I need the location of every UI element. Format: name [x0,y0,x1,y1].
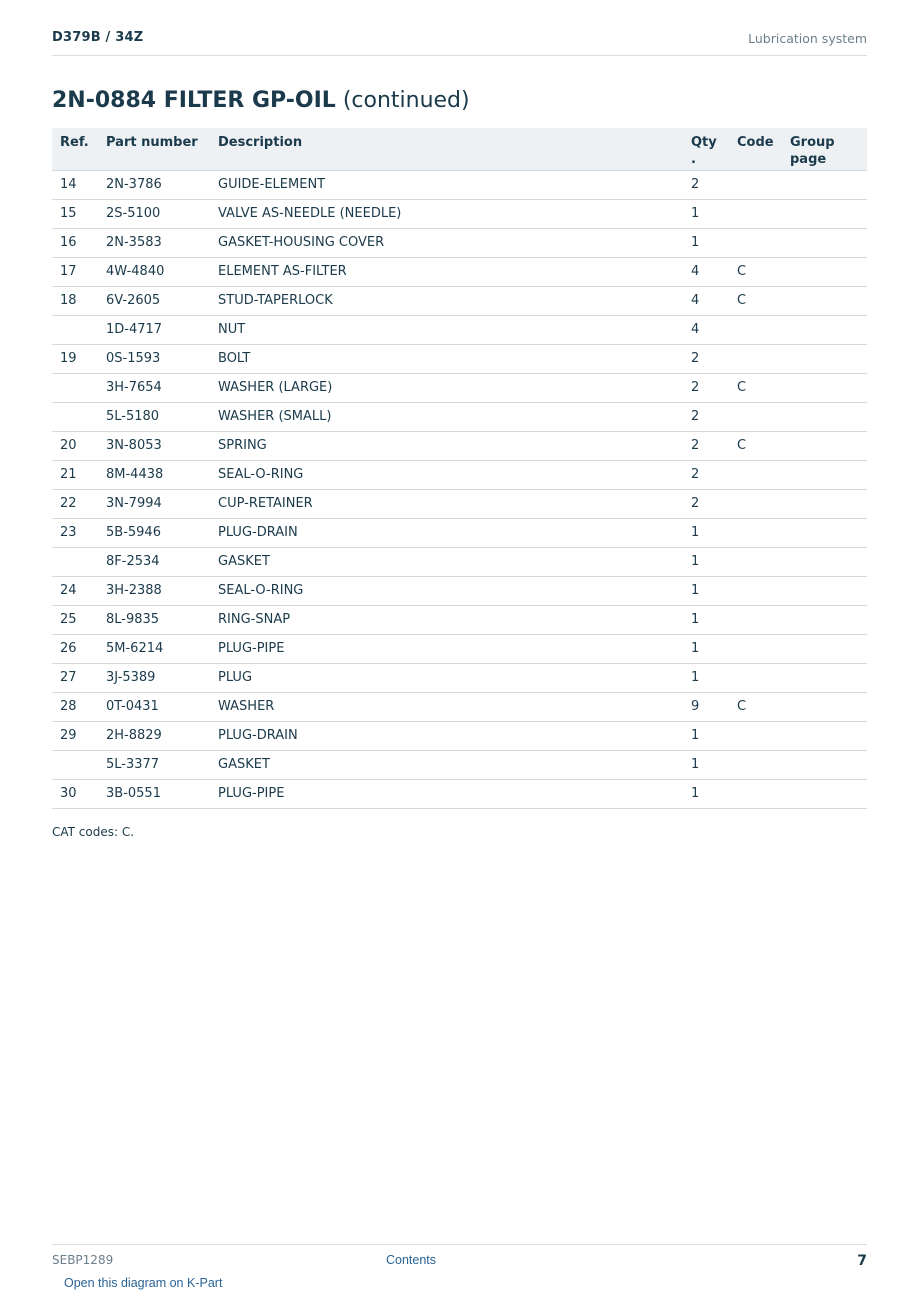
group-page-cell [782,576,867,605]
group-page-cell [782,634,867,663]
ref-cell: 22 [52,489,98,518]
page-title-suffix: (continued) [342,88,470,113]
qty-cell: 2 [683,402,729,431]
ref-cell: 25 [52,605,98,634]
part-number-cell: 6V-2605 [98,286,210,315]
qty-cell: 4 [683,286,729,315]
part-number-cell: 0S-1593 [98,344,210,373]
code-cell [729,721,782,750]
qty-cell: 2 [683,170,729,199]
code-cell [729,228,782,257]
description-cell: CUP-RETAINER [210,489,683,518]
description-cell: WASHER (SMALL) [210,402,683,431]
table-row [52,286,867,315]
table-row [52,721,867,750]
code-cell: C [729,286,782,315]
qty-cell: 2 [683,344,729,373]
description-cell: GUIDE-ELEMENT [210,170,683,199]
code-cell [729,170,782,199]
table-row [52,779,867,808]
ref-cell [52,373,98,402]
qty-cell: 2 [683,460,729,489]
part-number-cell: 4W-4840 [98,257,210,286]
part-number-cell: 3N-8053 [98,431,210,460]
ref-cell: 28 [52,692,98,721]
ref-cell: 14 [52,170,98,199]
group-page-cell [782,257,867,286]
page-number: 7 [857,1253,867,1269]
qty-cell: 1 [683,663,729,692]
ref-cell: 16 [52,228,98,257]
col-description-header: Description [210,128,683,170]
model-label: D379B / 34Z [52,30,144,45]
part-number-cell: 3J-5389 [98,663,210,692]
page-title-main: 2N-0884 FILTER GP-OIL [52,88,336,113]
table-row [52,373,867,402]
description-cell: PLUG-PIPE [210,634,683,663]
code-cell [729,460,782,489]
code-cell [729,576,782,605]
ref-cell [52,750,98,779]
contents-link[interactable]: Contents [386,1253,437,1267]
table-row [52,344,867,373]
part-number-cell: 3H-7654 [98,373,210,402]
col-part-number-header: Part number [98,128,210,170]
description-cell: PLUG [210,663,683,692]
part-number-cell: 2N-3583 [98,228,210,257]
part-number-cell: 3B-0551 [98,779,210,808]
qty-cell: 9 [683,692,729,721]
part-number-cell: 8M-4438 [98,460,210,489]
group-page-cell [782,402,867,431]
col-group-page-header: Group page [782,128,867,170]
ref-cell: 30 [52,779,98,808]
description-cell: STUD-TAPERLOCK [210,286,683,315]
ref-cell: 24 [52,576,98,605]
code-cell [729,518,782,547]
ref-cell: 15 [52,199,98,228]
qty-cell: 4 [683,257,729,286]
ref-cell: 19 [52,344,98,373]
part-number-cell: 2H-8829 [98,721,210,750]
code-cell [729,779,782,808]
page-footer [52,1244,867,1275]
qty-cell: 1 [683,750,729,779]
group-page-cell [782,228,867,257]
description-cell: SEAL-O-RING [210,576,683,605]
group-page-cell [782,518,867,547]
document-id: SEBP1289 [52,1253,114,1267]
code-cell: C [729,692,782,721]
group-page-cell [782,460,867,489]
group-page-cell [782,199,867,228]
qty-cell: 4 [683,315,729,344]
group-page-cell [782,750,867,779]
part-number-cell: 5B-5946 [98,518,210,547]
qty-cell: 1 [683,518,729,547]
table-header-row [52,128,867,170]
code-cell [729,489,782,518]
part-number-cell: 8L-9835 [98,605,210,634]
group-page-cell [782,692,867,721]
qty-cell: 1 [683,634,729,663]
description-cell: VALVE AS-NEEDLE (NEEDLE) [210,199,683,228]
table-row [52,663,867,692]
description-cell: PLUG-DRAIN [210,721,683,750]
group-page-cell [782,489,867,518]
code-cell [729,663,782,692]
group-page-cell [782,286,867,315]
description-cell: BOLT [210,344,683,373]
code-cell: C [729,373,782,402]
table-row [52,257,867,286]
description-cell: SPRING [210,431,683,460]
part-number-cell: 3H-2388 [98,576,210,605]
table-row [52,605,867,634]
group-page-cell [782,779,867,808]
description-cell: WASHER (LARGE) [210,373,683,402]
code-cell [729,199,782,228]
table-row [52,692,867,721]
ref-cell: 17 [52,257,98,286]
group-page-cell [782,373,867,402]
description-cell: GASKET-HOUSING COVER [210,228,683,257]
code-cell: C [729,257,782,286]
code-cell [729,634,782,663]
table-row [52,489,867,518]
qty-cell: 1 [683,721,729,750]
part-number-cell: 1D-4717 [98,315,210,344]
group-page-cell [782,431,867,460]
part-number-cell: 2N-3786 [98,170,210,199]
ref-cell [52,315,98,344]
code-cell: C [729,431,782,460]
group-page-cell [782,344,867,373]
group-page-cell [782,170,867,199]
ref-cell [52,547,98,576]
description-cell: WASHER [210,692,683,721]
group-page-cell [782,663,867,692]
table-row [52,315,867,344]
qty-cell: 1 [683,779,729,808]
table-row [52,576,867,605]
ref-cell: 23 [52,518,98,547]
part-number-cell: 8F-2534 [98,547,210,576]
cat-codes-note: CAT codes: C. [52,825,135,839]
description-cell: ELEMENT AS-FILTER [210,257,683,286]
col-ref-header: Ref. [52,128,98,170]
code-cell [729,344,782,373]
description-cell: NUT [210,315,683,344]
qty-cell: 1 [683,605,729,634]
part-number-cell: 5M-6214 [98,634,210,663]
table-row [52,518,867,547]
table-row [52,402,867,431]
code-cell [729,315,782,344]
table-row [52,431,867,460]
ref-cell: 21 [52,460,98,489]
kpart-link[interactable]: Open this diagram on K-Part [64,1276,223,1290]
code-cell [729,750,782,779]
table-row [52,750,867,779]
description-cell: RING-SNAP [210,605,683,634]
parts-table [52,128,867,809]
qty-cell: 1 [683,228,729,257]
description-cell: PLUG-DRAIN [210,518,683,547]
code-cell [729,547,782,576]
table-row [52,170,867,199]
qty-cell: 2 [683,489,729,518]
description-cell: GASKET [210,750,683,779]
page-title [52,88,470,113]
part-number-cell: 2S-5100 [98,199,210,228]
ref-cell: 26 [52,634,98,663]
table-row [52,228,867,257]
part-number-cell: 5L-3377 [98,750,210,779]
group-page-cell [782,605,867,634]
ref-cell: 27 [52,663,98,692]
group-page-cell [782,547,867,576]
group-page-cell [782,721,867,750]
description-cell: GASKET [210,547,683,576]
col-code-header: Code [729,128,782,170]
group-page-cell [782,315,867,344]
section-label: Lubrication system [748,31,867,46]
table-row [52,634,867,663]
qty-cell: 1 [683,547,729,576]
ref-cell [52,402,98,431]
code-cell [729,605,782,634]
qty-cell: 2 [683,373,729,402]
page-header [52,28,867,56]
qty-cell: 1 [683,576,729,605]
code-cell [729,402,782,431]
ref-cell: 18 [52,286,98,315]
qty-cell: 1 [683,199,729,228]
part-number-cell: 3N-7994 [98,489,210,518]
description-cell: SEAL-O-RING [210,460,683,489]
table-row [52,460,867,489]
table-body [52,170,867,808]
part-number-cell: 0T-0431 [98,692,210,721]
col-qty-header: Qty . [683,128,729,170]
qty-cell: 2 [683,431,729,460]
description-cell: PLUG-PIPE [210,779,683,808]
ref-cell: 29 [52,721,98,750]
ref-cell: 20 [52,431,98,460]
part-number-cell: 5L-5180 [98,402,210,431]
table-row [52,199,867,228]
table-row [52,547,867,576]
